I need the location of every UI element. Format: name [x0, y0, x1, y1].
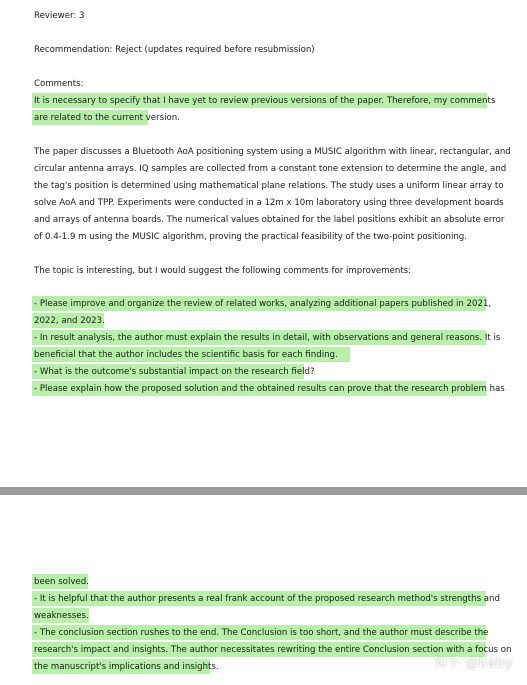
watermark-text: 知乎 @baby: [433, 656, 513, 671]
point-4-line-2: been solved.: [34, 577, 89, 587]
point-3-line-1: - What is the outcome's substantial impact on the research field?: [34, 367, 315, 377]
point-2-line-2: beneficial that the author includes the scientific basis for each finding.: [34, 350, 338, 360]
point-5-line-2: weaknesses.: [34, 611, 89, 621]
intro-note-line-2: are related to the current version.: [34, 113, 180, 123]
point-6-line-1: - The conclusion section rushes to the end. The Conclusion is too short, and the author must describe the: [34, 628, 489, 638]
reviewer-label: Reviewer: 3: [34, 11, 85, 21]
summary-line-4: solve AoA and TPP. Experiments were conducted in a 12m x 10m laboratory using three development boards: [34, 198, 504, 208]
intro-note-line-1: It is necessary to specify that I have yet to review previous versions of the paper. Therefore, my comments: [34, 96, 496, 106]
comments-label: Comments:: [34, 79, 84, 89]
summary-line-1: The paper discusses a Bluetooth AoA positioning system using a MUSIC algorithm with linear, rectangular, and: [34, 147, 511, 157]
topic-line: The topic is interesting, but I would suggest the following comments for improvements:: [34, 266, 412, 276]
point-1-line-1: - Please improve and organize the review of related works, analyzing additional papers published in 2021,: [34, 299, 492, 309]
point-5-line-1: - It is helpful that the author presents a real frank account of the proposed research method's strengths and: [34, 594, 500, 604]
point-1-line-2: 2022, and 2023.: [34, 316, 105, 326]
page-divider: [0, 487, 527, 495]
summary-line-2: circular antenna arrays. IQ samples are collected from a constant tone extension to determine the angle, and: [34, 164, 507, 174]
point-2-line-1: - In result analysis, the author must explain the results in detail, with observations and general reasons. It is: [34, 333, 501, 343]
summary-line-3: the tag's position is determined using mathematical plane relations. The study uses a uniform linear array to: [34, 181, 504, 191]
summary-line-5: and arrays of antenna boards. The numerical values obtained for the label positions exhibit an absolute error: [34, 215, 505, 225]
point-6-line-2: research's impact and insights. The author necessitates rewriting the entire Conclusion section with a focus on: [34, 645, 512, 655]
point-6-line-3: the manuscript's implications and insights.: [34, 662, 219, 672]
point-4-line-1: - Please explain how the proposed solution and the obtained results can prove that the research problem has: [34, 384, 505, 394]
summary-line-6: of 0.4-1.9 m using the MUSIC algorithm, proving the practical feasibility of the two-point positioning.: [34, 232, 467, 242]
recommendation-label: Recommendation: Reject (updates required before resubmission): [34, 45, 315, 55]
